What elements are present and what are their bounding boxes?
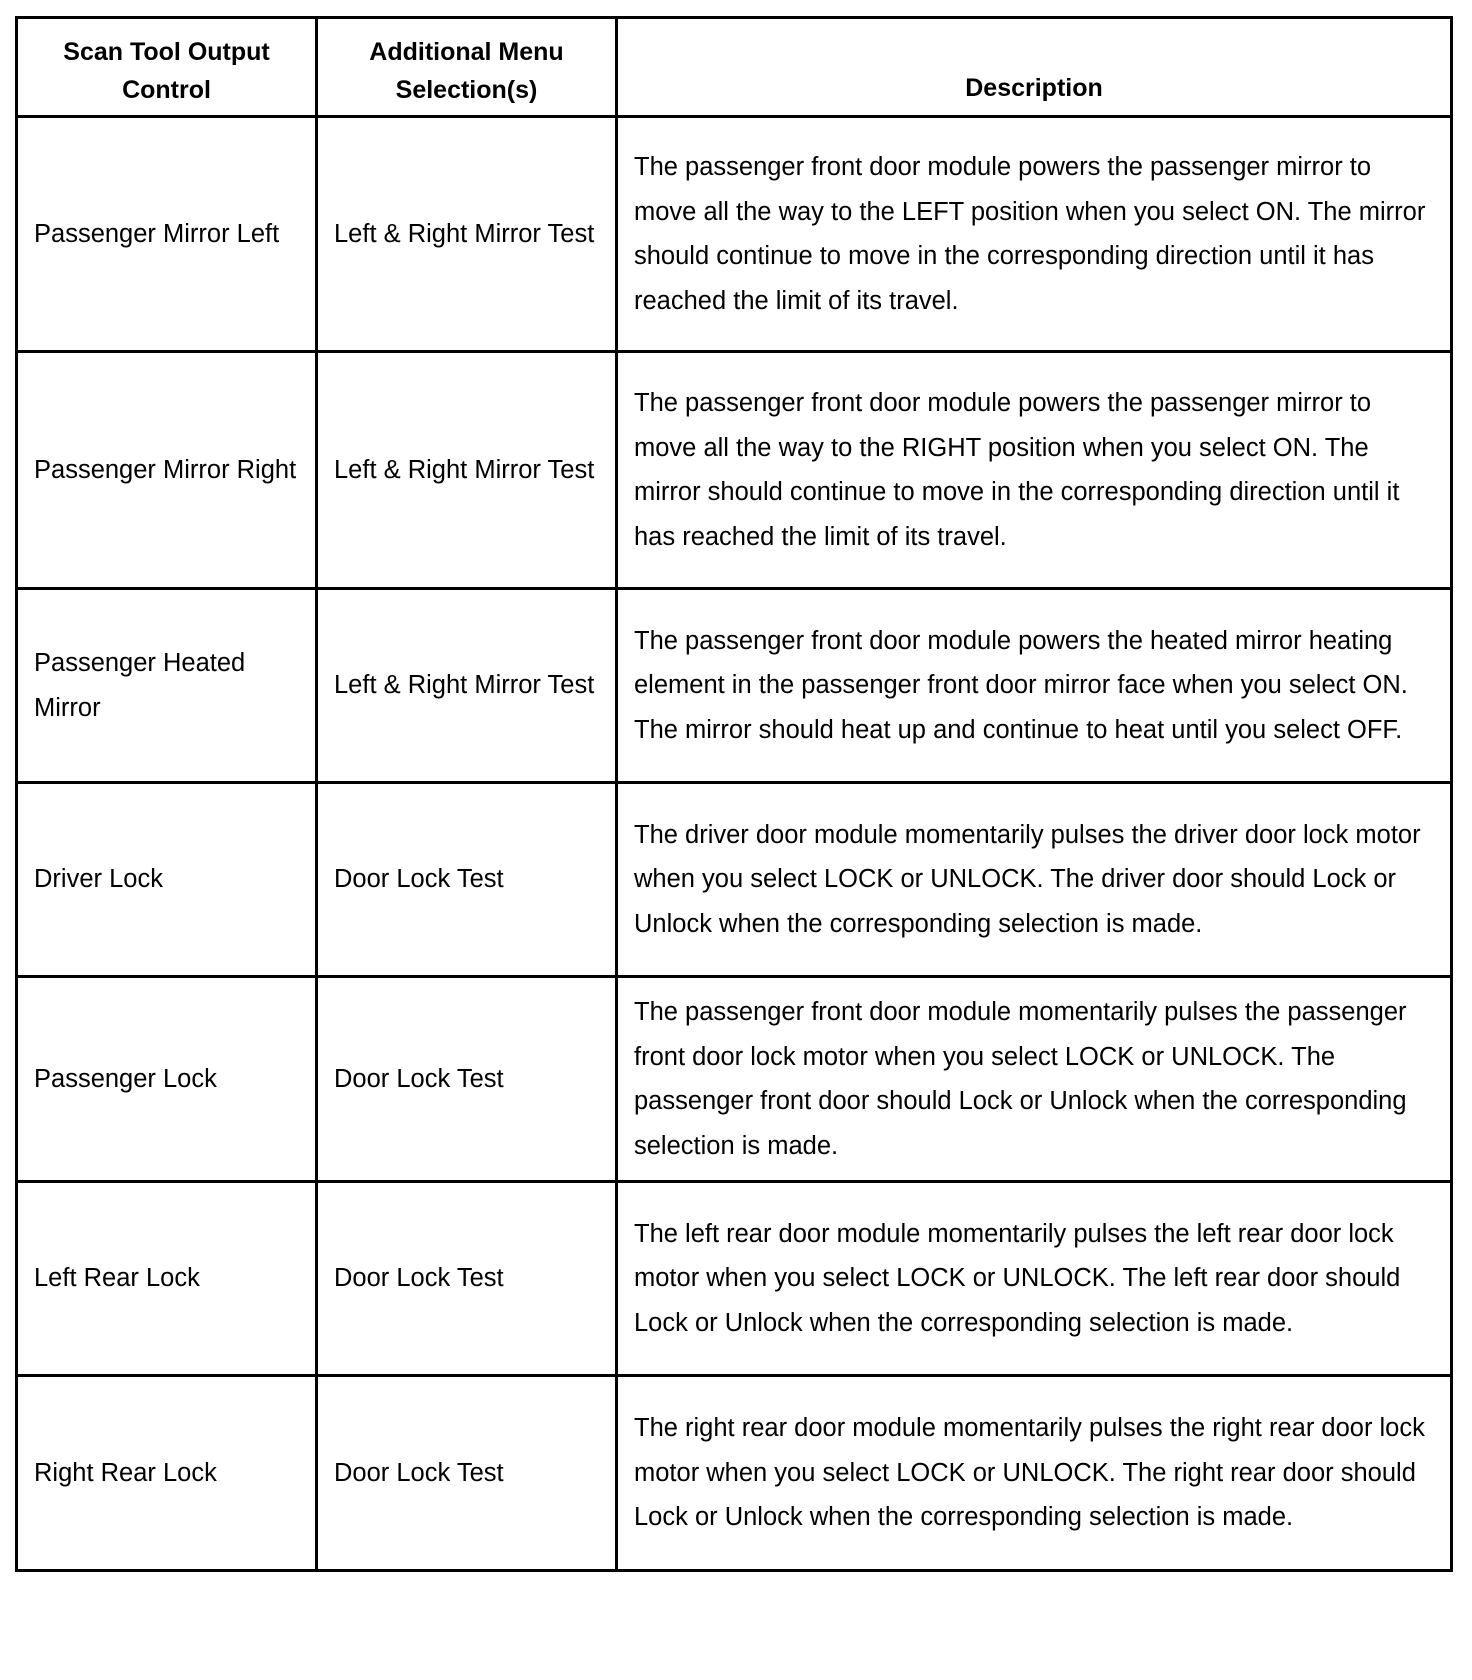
cell-menu: Door Lock Test bbox=[317, 1376, 617, 1571]
cell-control: Passenger Mirror Left bbox=[17, 117, 317, 352]
column-header-description: Description bbox=[617, 18, 1452, 117]
table-row bbox=[17, 1182, 1452, 1376]
output-control-table bbox=[15, 16, 1453, 1572]
cell-description: The right rear door module momentarily pulses the right rear door lock motor when you select LOCK or UNLOCK. The right rear door should Lock or Unlock when the corresponding selection is made. bbox=[617, 1376, 1452, 1571]
cell-description: The passenger front door module powers the heated mirror heating element in the passenger front door mirror face when you select ON. The mirror should heat up and continue to heat until you select OFF. bbox=[617, 589, 1452, 783]
cell-menu: Door Lock Test bbox=[317, 977, 617, 1182]
column-header-control: Scan Tool Output Control bbox=[17, 18, 317, 117]
cell-control: Passenger Heated Mirror bbox=[17, 589, 317, 783]
cell-control: Passenger Lock bbox=[17, 977, 317, 1182]
cell-description: The driver door module momentarily pulses the driver door lock motor when you select LOCK or UNLOCK. The driver door should Lock or Unlock when the corresponding selection is made. bbox=[617, 783, 1452, 977]
table-row bbox=[17, 1376, 1452, 1571]
column-header-menu: Additional Menu Selection(s) bbox=[317, 18, 617, 117]
cell-control: Passenger Mirror Right bbox=[17, 352, 317, 589]
cell-menu: Door Lock Test bbox=[317, 1182, 617, 1376]
table-row bbox=[17, 589, 1452, 783]
cell-description: The passenger front door module powers the passenger mirror to move all the way to the RIGHT position when you select ON. The mirror should continue to move in the corresponding direction until it has reached the limit of its travel. bbox=[617, 352, 1452, 589]
cell-control: Right Rear Lock bbox=[17, 1376, 317, 1571]
cell-menu: Left & Right Mirror Test bbox=[317, 589, 617, 783]
cell-control: Left Rear Lock bbox=[17, 1182, 317, 1376]
header-row bbox=[17, 18, 1452, 117]
cell-description: The passenger front door module momentarily pulses the passenger front door lock motor when you select LOCK or UNLOCK. The passenger front door should Lock or Unlock when the corresponding selection is made. bbox=[617, 977, 1452, 1182]
cell-description: The left rear door module momentarily pulses the left rear door lock motor when you select LOCK or UNLOCK. The left rear door should Lock or Unlock when the corresponding selection is made. bbox=[617, 1182, 1452, 1376]
cell-description: The passenger front door module powers the passenger mirror to move all the way to the LEFT position when you select ON. The mirror should continue to move in the corresponding direction until it has reached the limit of its travel. bbox=[617, 117, 1452, 352]
cell-menu: Left & Right Mirror Test bbox=[317, 352, 617, 589]
table-row bbox=[17, 783, 1452, 977]
cell-menu: Left & Right Mirror Test bbox=[317, 117, 617, 352]
table-row bbox=[17, 117, 1452, 352]
cell-menu: Door Lock Test bbox=[317, 783, 617, 977]
cell-control: Driver Lock bbox=[17, 783, 317, 977]
table-row bbox=[17, 977, 1452, 1182]
table-row bbox=[17, 352, 1452, 589]
